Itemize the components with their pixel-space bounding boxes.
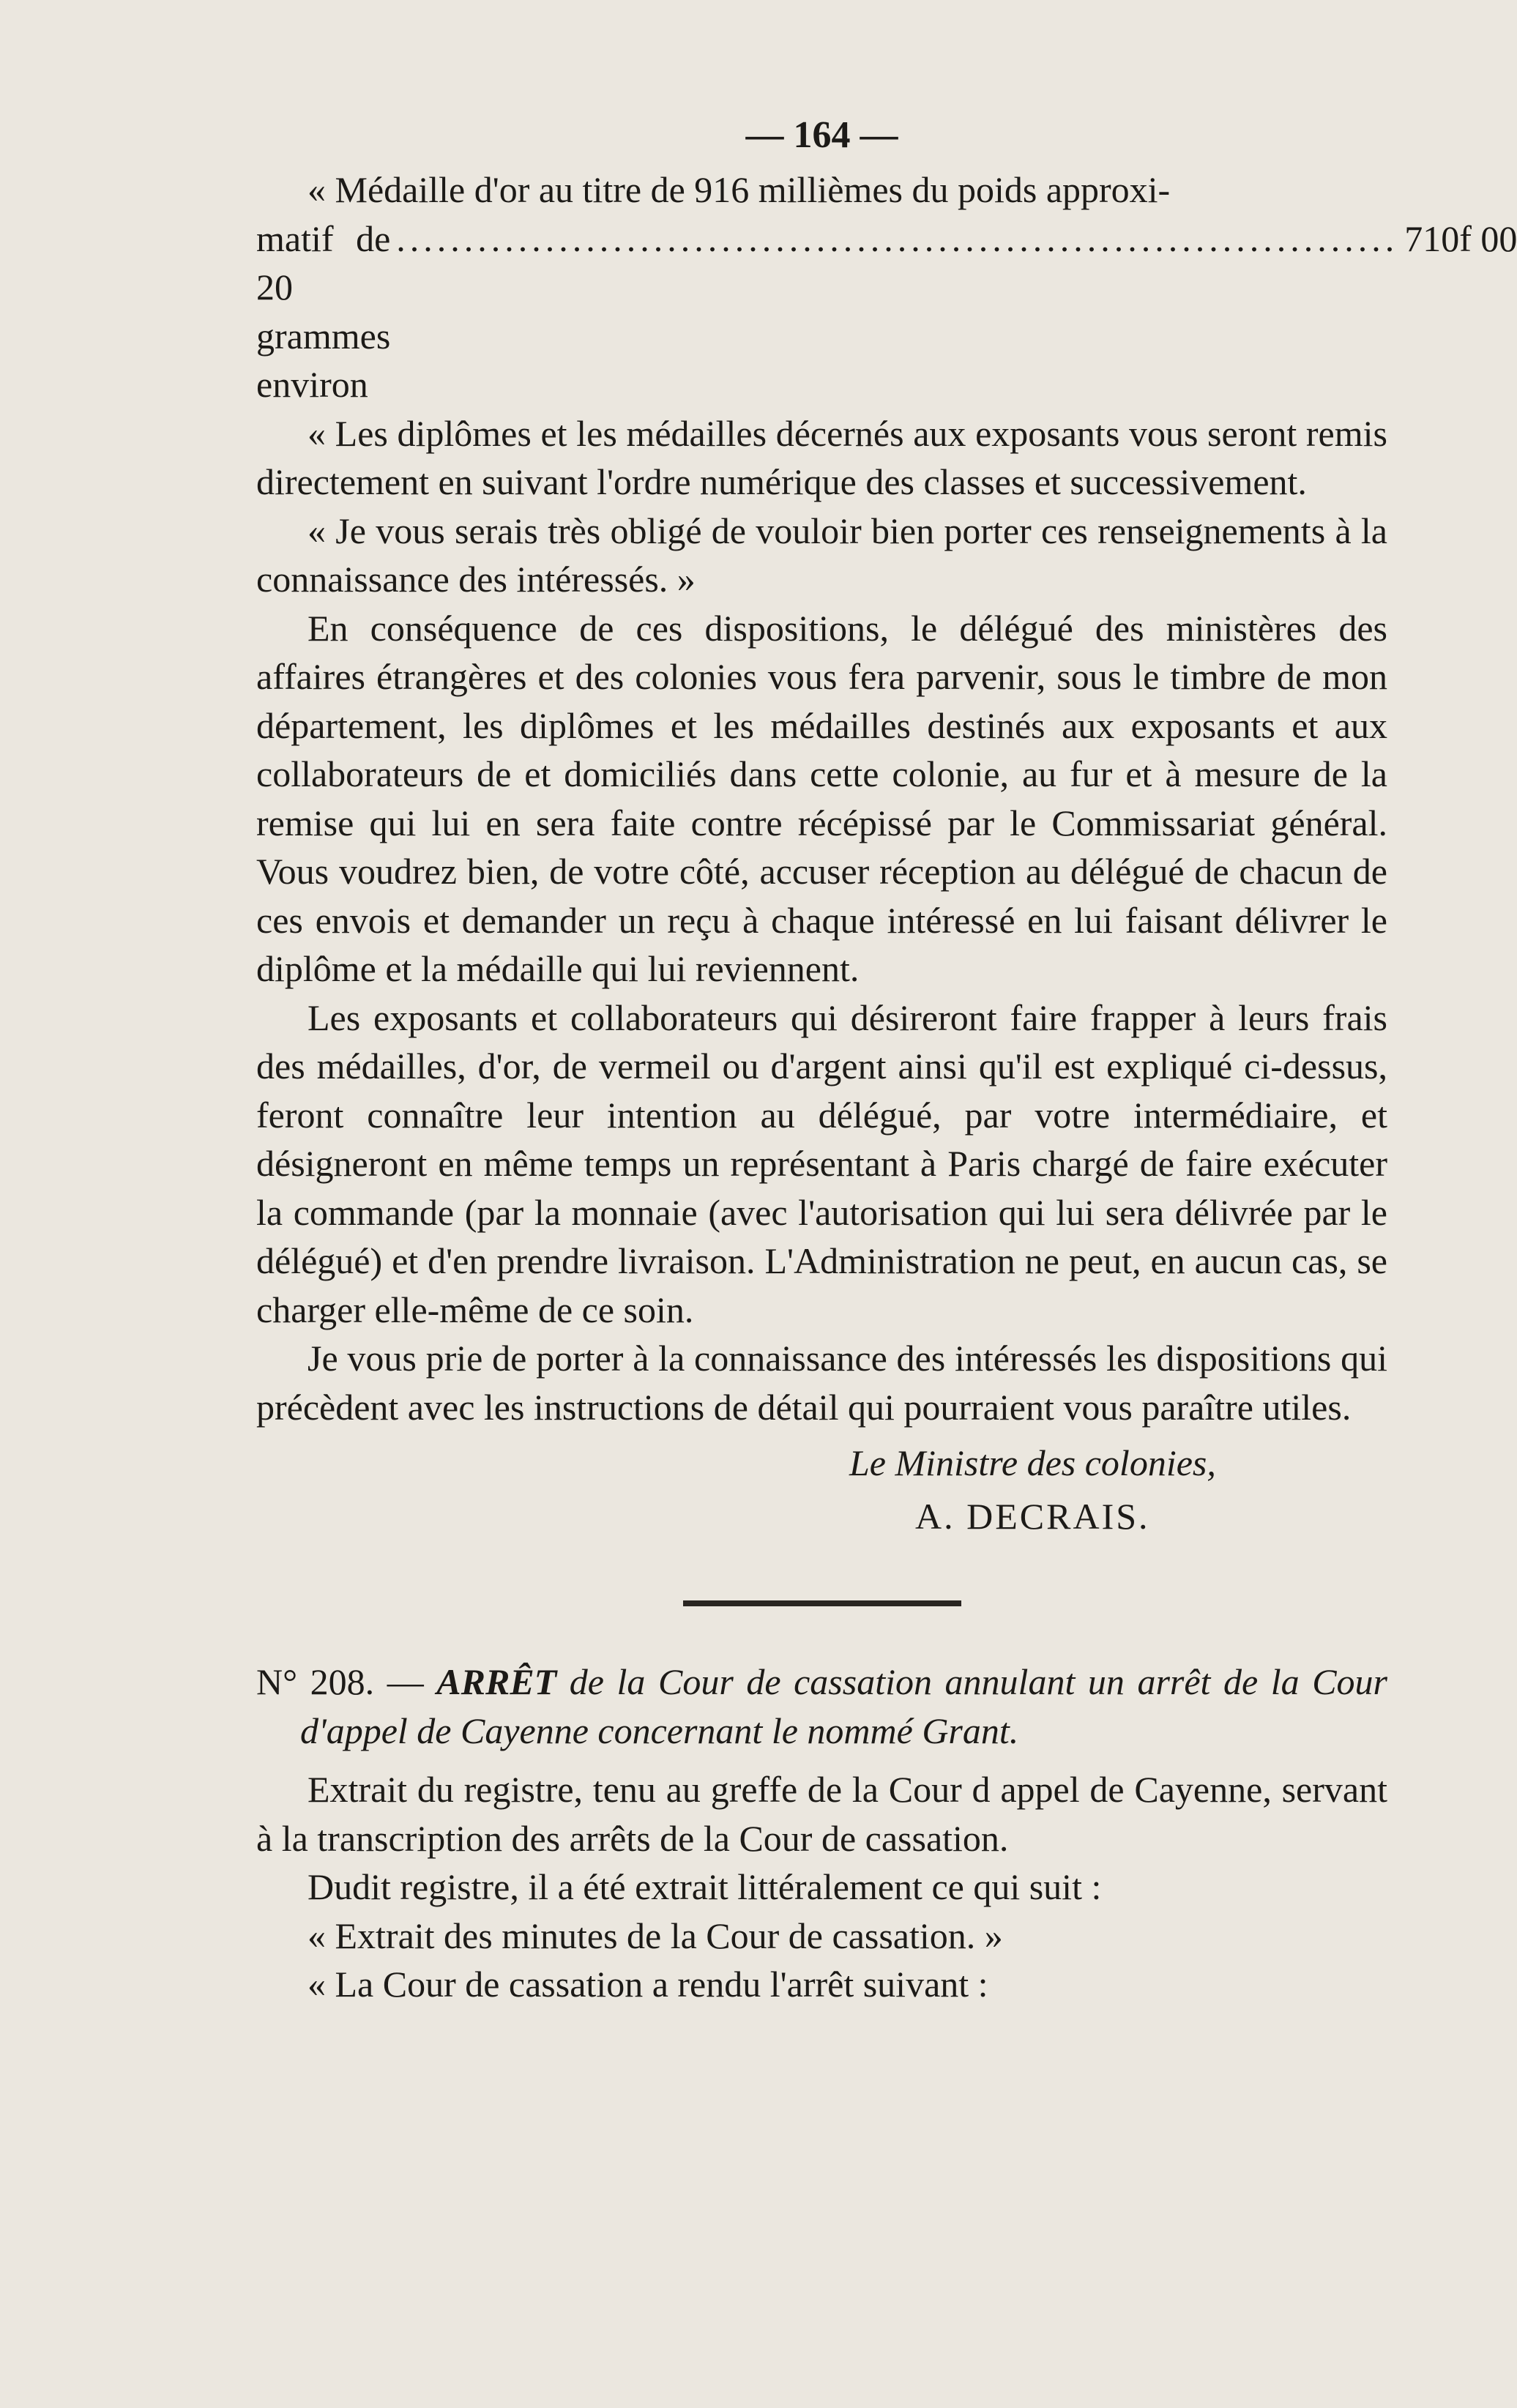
leader-dots: .......................................................................... (396, 217, 1399, 259)
rendered-paragraph: « La Cour de cassation a rendu l'arrêt suivant : (308, 1964, 988, 2005)
decree-number: N° 208. — (256, 1661, 424, 1702)
decree-title (300, 1661, 1387, 1751)
document-page (256, 110, 1517, 2009)
signature-title: Le Ministre des colonies, (849, 1442, 1216, 1483)
closing-paragraph: Je vous prie de porter à la connaissance des intéressés les dispositions qui précèdent avec les instructions de détail qui pourraient vous paraître utiles. (256, 1338, 1387, 1428)
extract-paragraph: Extrait du registre, tenu au greffe de la Cour d appel de Cayenne, servant à la transcription des arrêts de la Cour de cassation. (256, 1769, 1387, 1859)
minutes-paragraph: « Extrait des minutes de la Cour de cassation. » (308, 1915, 1003, 1956)
medal-gold-price-row (256, 215, 1517, 409)
section-divider (683, 1600, 961, 1606)
decree-title-rest: de la Cour de cassation annulant un arrêt de la Cour d'appel de Cayenne concernant le nommé Grant. (300, 1661, 1388, 1751)
diplomas-paragraph: « Les diplômes et les médailles décernés aux exposants vous seront remis directement en suivant l'ordre numérique des classes et successivement. (256, 412, 1387, 502)
request-paragraph: « Je vous serais très obligé de vouloir bien porter ces renseignements à la connaissance des intéressés. » (256, 510, 1387, 600)
decree-title-bold: ARRÊT (436, 1661, 557, 1702)
medal-gold-paragraph: « Médaille d'or au titre de 916 millièmes du poids approxi- (308, 169, 1171, 210)
medal-gold-weight: matif de 20 grammes environ (256, 217, 391, 405)
signature-name: A. DECRAIS. (915, 1495, 1150, 1537)
dudit-paragraph: Dudit registre, il a été extrait littéralement ce qui suit : (308, 1866, 1102, 1907)
consequence-paragraph: En conséquence de ces dispositions, le délégué des ministères des affaires étrangères et des colonies vous fera parvenir, sous le timbre de mon département, les diplômes et les médailles destinés aux exposants et aux collaborateurs de et domiciliés dans cette colonie, au fur et à mesure de la remise qui lui en sera faite contre récépissé par le Commissariat général. Vous voudrez bien, de votre côté, accuser réception au délégué de chacun de ces envois et demander un reçu à chaque intéressé en lui faisant délivrer le diplôme et la médaille qui lui reviennent. (256, 607, 1387, 989)
medal-gold-price: 710f 00 (1404, 217, 1517, 259)
page-number: — 164 — (745, 114, 898, 156)
strike-paragraph: Les exposants et collaborateurs qui désireront faire frapper à leurs frais des médailles, d'or, de vermeil ou d'argent ainsi qu'il est expliqué ci-dessus, feront connaître leur intention au délégué, par votre intermédiaire, et désigneront en même temps un représentant à Paris chargé de faire exécuter la commande (par la monnaie (avec l'autorisation qui lui sera délivrée par le délégué) et d'en prendre livraison. L'Administration ne peut, en aucun cas, se charger elle-même de ce soin. (256, 996, 1387, 1330)
decree-heading (256, 1658, 1387, 1755)
